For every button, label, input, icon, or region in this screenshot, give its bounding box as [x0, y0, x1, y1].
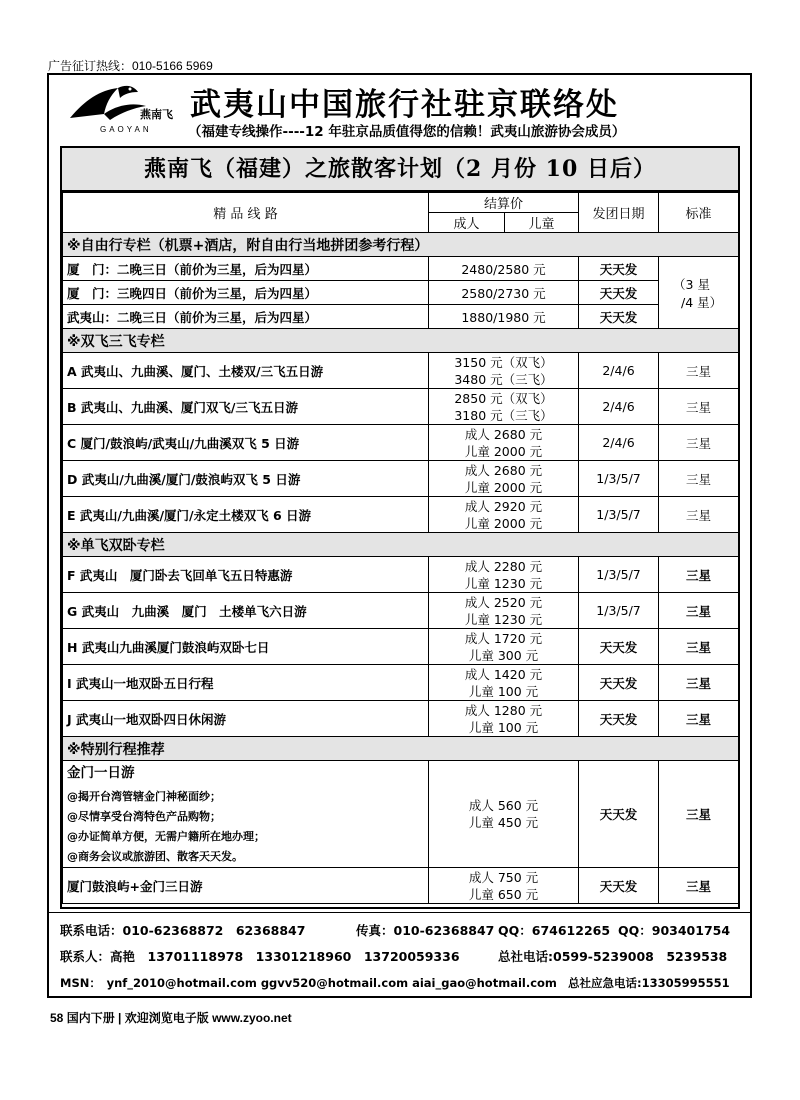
route-name: C 厦门/鼓浪屿/武夷山/九曲溪双飞 5 日游: [63, 425, 429, 461]
standard-cell: 三星: [659, 701, 739, 737]
date-cell: 天天发: [579, 257, 659, 281]
table-row: [63, 593, 739, 629]
date-cell: 2/4/6: [579, 389, 659, 425]
price-line: 成人 2520 元: [464, 594, 543, 610]
plan-title: 燕南飞（福建）之旅散客计划（2 月份 10 日后）: [62, 148, 738, 192]
price-cell: [429, 593, 579, 629]
route-name: 武夷山：二晚三日（前价为三星，后为四星）: [63, 305, 429, 329]
date-cell: 天天发: [579, 701, 659, 737]
kinmen-line: @办证简单方便，无需户籍所在地办理；: [67, 830, 265, 843]
standard-cell: 三星: [659, 629, 739, 665]
route-name: J 武夷山一地双卧四日休闲游: [63, 701, 429, 737]
price-line: 成人 2680 元: [464, 426, 543, 442]
standard-cell: 三星: [659, 389, 739, 425]
header-date: 发团日期: [579, 193, 659, 233]
route-name: E 武夷山/九曲溪/厦门/永定土楼双飞 6 日游: [63, 497, 429, 533]
standard-cell: 三星: [659, 557, 739, 593]
standard-cell: 三星: [659, 761, 739, 868]
price-cell: [429, 761, 579, 868]
date-cell: 1/3/5/7: [579, 593, 659, 629]
route-name: B 武夷山、九曲溪、厦门双飞/三飞五日游: [63, 389, 429, 425]
price-cell: [429, 557, 579, 593]
kinmen-title: 金门一日游: [67, 765, 135, 781]
company-subtitle: （福建专线操作----12 年驻京品质值得您的信赖！武夷山旅游协会成员）: [188, 124, 626, 140]
price-line: 3180 元（三飞）: [454, 407, 553, 423]
date-cell: 1/3/5/7: [579, 461, 659, 497]
header-route: 精 品 线 路: [63, 193, 429, 233]
route-name: 厦 门：三晚四日（前价为三星，后为四星）: [63, 281, 429, 305]
contact-qq-1: QQ：674612265: [498, 923, 611, 938]
route-name: G 武夷山 九曲溪 厦门 土楼单飞六日游: [63, 593, 429, 629]
price-line: 成人 560 元: [468, 798, 539, 813]
price-line: 成人 750 元: [468, 869, 539, 885]
header-price: 结算价: [429, 193, 579, 213]
date-cell: 天天发: [579, 868, 659, 904]
table-row: [63, 557, 739, 593]
table-row: [63, 665, 739, 701]
table-row: [63, 868, 739, 904]
date-cell: 天天发: [579, 305, 659, 329]
price-line: 3150 元（双飞）: [454, 354, 553, 370]
price-cell: [429, 389, 579, 425]
date-cell: 1/3/5/7: [579, 557, 659, 593]
price-line: 儿童 100 元: [468, 683, 539, 699]
table-row: [63, 761, 739, 868]
price-line: 儿童 2000 元: [464, 479, 543, 495]
price-line: 成人 2920 元: [464, 498, 543, 514]
contact-block: [60, 918, 750, 996]
page-number: 58: [50, 1011, 64, 1025]
price-line: 3480 元（三飞）: [454, 371, 553, 387]
table-row: [63, 305, 739, 329]
section-free: ※自由行专栏（机票+酒店，附自由行当地拼团参考行程）: [63, 233, 739, 257]
contact-person: 联系人：高艳 13701118978 13301218960 13720059336: [60, 949, 460, 964]
standard-cell: 三星: [659, 425, 739, 461]
page-footer: [50, 1009, 292, 1026]
company-title: 武夷山中国旅行社驻京联络处: [190, 87, 619, 123]
price-cell: [429, 497, 579, 533]
contact-fax: 传真：010-62368847: [356, 923, 495, 938]
header-standard: 标准: [659, 193, 739, 233]
table-row: [63, 353, 739, 389]
date-cell: 天天发: [579, 281, 659, 305]
kinmen-line: @商务会议或旅游团、散客天天发。: [67, 850, 243, 863]
route-name: I 武夷山一地双卧五日行程: [63, 665, 429, 701]
price-cell: [429, 665, 579, 701]
price-line: 儿童 2000 元: [464, 515, 543, 531]
route-name: D 武夷山/九曲溪/厦门/鼓浪屿双飞 5 日游: [63, 461, 429, 497]
table-row: [63, 461, 739, 497]
contact-hq-phone: 总社电话:0599-5239008 5239538: [498, 949, 728, 964]
price-line: 儿童 300 元: [468, 647, 539, 663]
price-cell: [429, 461, 579, 497]
table-row: [63, 425, 739, 461]
table-row: [63, 629, 739, 665]
logo-en-text: GAOYAN: [100, 125, 152, 134]
route-name: A 武夷山、九曲溪、厦门、土楼双/三飞五日游: [63, 353, 429, 389]
kinmen-line: @揭开台湾管辖金门神秘面纱；: [67, 790, 221, 803]
date-cell: 2/4/6: [579, 425, 659, 461]
date-cell: 天天发: [579, 629, 659, 665]
contact-phone: 联系电话：010-62368872 62368847: [60, 923, 306, 938]
route-name: F 武夷山 厦门卧去飞回单飞五日特惠游: [63, 557, 429, 593]
route-name: 厦 门：二晚三日（前价为三星，后为四星）: [63, 257, 429, 281]
price-line: 成人 2280 元: [464, 558, 543, 574]
price-line: 成人 1420 元: [464, 666, 543, 682]
price-cell: 2480/2580 元: [429, 257, 579, 281]
price-line: 儿童 100 元: [468, 719, 539, 735]
section-single-fly: ※单飞双卧专栏: [63, 533, 739, 557]
standard-cell: 三星: [659, 868, 739, 904]
price-cell: 1880/1980 元: [429, 305, 579, 329]
price-line: 成人 2680 元: [464, 462, 543, 478]
table-row: [63, 389, 739, 425]
table-row: [63, 701, 739, 737]
table-row: [63, 281, 739, 305]
price-line: 儿童 450 元: [468, 815, 539, 830]
standard-cell: [659, 257, 739, 329]
table-row: [63, 497, 739, 533]
logo: [60, 80, 178, 138]
date-cell: 1/3/5/7: [579, 497, 659, 533]
price-line: 成人 1720 元: [464, 630, 543, 646]
contact-msn: MSN： ynf_2010@hotmail.com ggvv520@hotmail.com aiai_gao@hotmail.com: [60, 976, 557, 990]
price-line: 儿童 1230 元: [464, 611, 543, 627]
section-special: ※特别行程推荐: [63, 737, 739, 761]
date-cell: 天天发: [579, 761, 659, 868]
standard-cell: 三星: [659, 593, 739, 629]
contact-qq-2: QQ：903401754: [618, 923, 731, 938]
contact-emergency: 总社应急电话:13305995551: [568, 976, 730, 990]
price-cell: [429, 353, 579, 389]
date-cell: 天天发: [579, 665, 659, 701]
footer-text: 国内下册 | 欢迎浏览电子版 www.zyoo.net: [66, 1011, 292, 1025]
date-cell: 2/4/6: [579, 353, 659, 389]
price-line: 成人 1280 元: [464, 702, 543, 718]
standard-cell: 三星: [659, 353, 739, 389]
standard-line: /4 星）: [681, 294, 723, 310]
logo-cn-text: 燕南飞: [140, 108, 173, 121]
price-cell: [429, 425, 579, 461]
price-table: [62, 192, 739, 904]
price-line: 2850 元（双飞）: [454, 390, 553, 406]
price-cell: [429, 629, 579, 665]
kinmen-line: @尽情享受台湾特色产品购物；: [67, 810, 221, 823]
route-name: H 武夷山九曲溪厦门鼓浪屿双卧七日: [63, 629, 429, 665]
standard-cell: 三星: [659, 461, 739, 497]
price-cell: 2580/2730 元: [429, 281, 579, 305]
divider: [47, 912, 752, 913]
price-line: 儿童 1230 元: [464, 575, 543, 591]
section-double-fly: ※双飞三飞专栏: [63, 329, 739, 353]
price-cell: [429, 701, 579, 737]
standard-line: （3 星: [673, 276, 710, 292]
header-child: 儿童: [505, 213, 579, 233]
standard-cell: 三星: [659, 665, 739, 701]
route-name: 厦门鼓浪屿+金门三日游: [63, 868, 429, 904]
price-line: 儿童 2000 元: [464, 443, 543, 459]
price-line: 儿童 650 元: [468, 886, 539, 902]
route-name: [63, 761, 429, 868]
table-row: [63, 257, 739, 281]
header-adult: 成人: [429, 213, 505, 233]
price-cell: [429, 868, 579, 904]
standard-cell: 三星: [659, 497, 739, 533]
ad-hotline: 广告征订热线：010-5166 5969: [48, 59, 213, 73]
tour-plan-table: [60, 146, 740, 909]
